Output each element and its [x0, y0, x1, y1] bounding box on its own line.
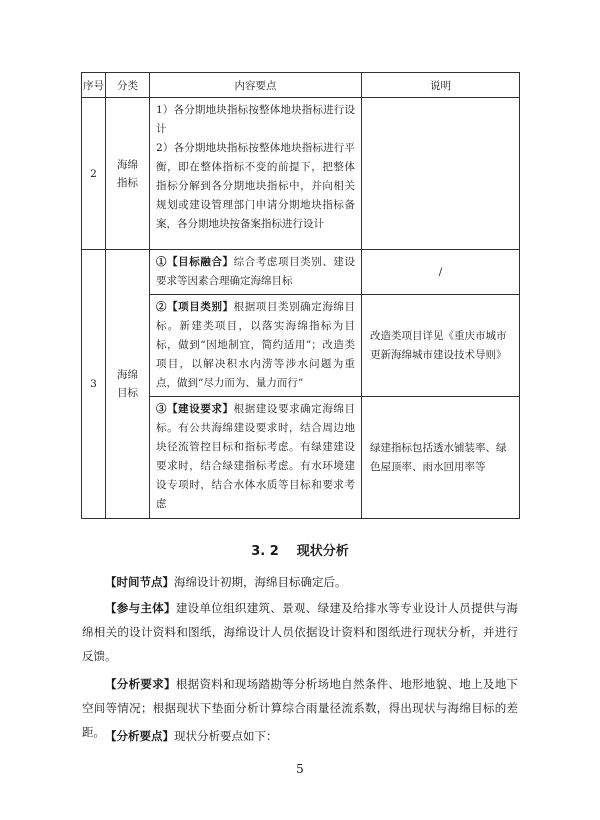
- section-title: 3. 2 现状分析: [251, 544, 349, 559]
- paragraph-time-node: 【时间节点】海绵设计初期，海绵目标确定后。: [105, 575, 347, 589]
- row-note: /: [362, 250, 520, 295]
- content-point: 1）各分期地块指标按整体地块指标进行设计: [156, 104, 355, 135]
- table-row: [82, 98, 520, 250]
- row-category: 海绵 目标: [106, 250, 150, 519]
- row-note: 改造类项目详见《重庆市城市更新海绵城市建设技术导则》: [362, 295, 520, 397]
- row-number: 2: [82, 98, 106, 250]
- table-row: [82, 250, 520, 295]
- header-seq: 序号: [82, 73, 106, 98]
- row-category: 海绵 指标: [106, 98, 150, 250]
- header-category: 分类: [106, 73, 150, 98]
- table-header-row: [82, 73, 520, 98]
- row-content: ②【项目类别】根据项目类别确定海绵目标。新建类项目，以落实海绵指标为目标，做到“因地制宜，简约适用”；改造类项目，以解决积水内涝等涉水问题为重点，做到“尽力而为、量力而行”: [150, 295, 362, 397]
- paragraph-key-points: 【分析要点】现状分析要点如下：: [105, 729, 278, 743]
- paragraph-requirements: 【分析要求】根据资料和现场踏勘等分析场地自然条件、地形地貌、地上及地下空间等情况；根据现状下垫面分析计算综合雨量径流系数，得出现状与海绵目标的差距。: [82, 677, 519, 739]
- row-note: 绿建指标包括透水铺装率、绿色屋顶率、雨水回用率等: [362, 397, 520, 519]
- header-note: 说明: [362, 73, 520, 98]
- row-number: 3: [82, 250, 106, 519]
- paragraph-participants: 【参与主体】建设单位组织建筑、景观、绿建及给排水等专业设计人员提供与海绵相关的设计资料和图纸，海绵设计人员依据设计资料和图纸进行现状分析，并进行反馈。: [82, 601, 519, 663]
- page-number: 5: [296, 762, 304, 776]
- row-note: [362, 98, 520, 250]
- row-content: ③【建设要求】根据建设要求确定海绵目标。有公共海绵建设要求时，结合周边地块径流管控目标和指标考虑。有绿建建设要求时，结合绿建指标考虑。有水环境建设专项时，结合水体水质等目标和要求考虑: [150, 397, 362, 519]
- row-content: [150, 98, 362, 250]
- content-point: 2）各分期地块指标按整体地块指标进行平衡，即在整体指标不变的前提下，把整体指标分解到各分期地块指标中，并向相关规划或建设管理部门申请分期地块指标备案，各分期地块按备案指标进行设计: [156, 142, 355, 230]
- header-content: 内容要点: [150, 73, 362, 98]
- requirements-table: [81, 72, 520, 519]
- row-content: ①【目标融合】综合考虑项目类别、建设要求等因素合理确定海绵目标: [150, 250, 362, 295]
